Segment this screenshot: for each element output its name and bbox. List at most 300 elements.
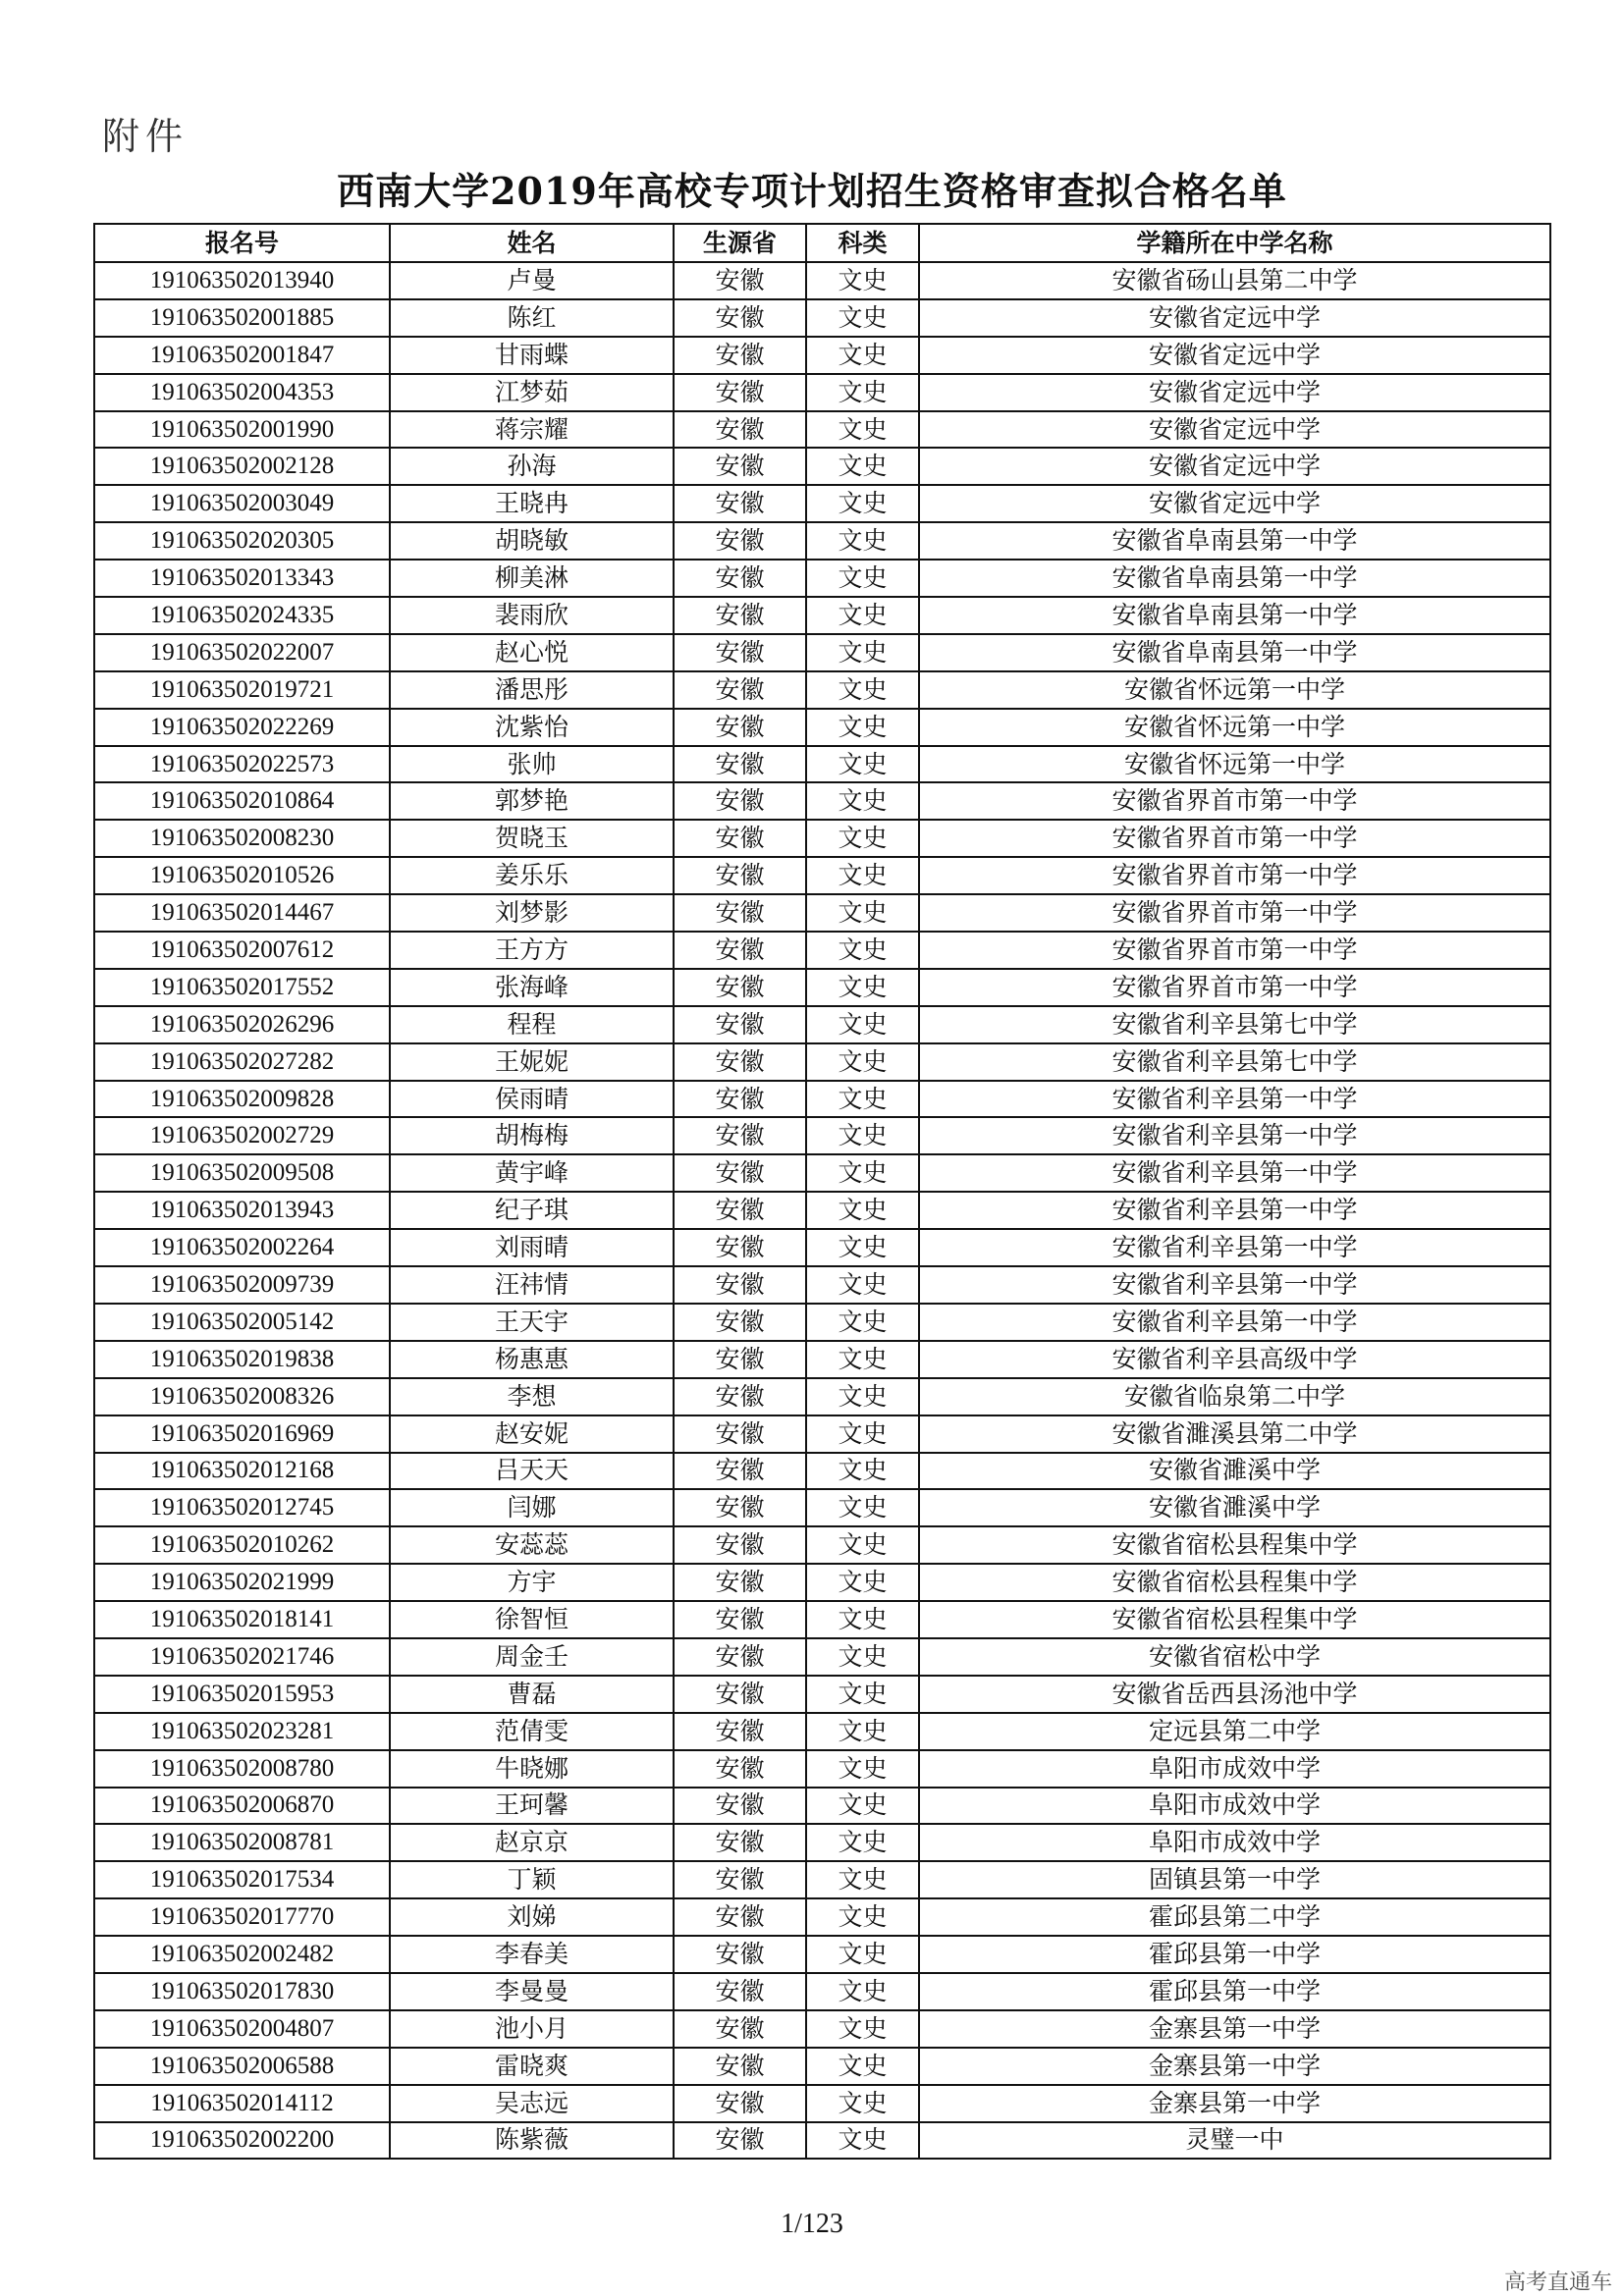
table-row xyxy=(94,1676,1550,1713)
subject-cell: 文史 xyxy=(806,522,919,560)
subject-cell: 文史 xyxy=(806,709,919,746)
province-cell: 安徽 xyxy=(674,1304,806,1341)
name-cell: 陈红 xyxy=(390,299,674,337)
table-row xyxy=(94,1936,1550,1973)
registration-number-cell: 191063502002264 xyxy=(94,1229,390,1266)
table-row xyxy=(94,1750,1550,1788)
registration-number-cell: 191063502009828 xyxy=(94,1081,390,1118)
name-cell: 杨惠惠 xyxy=(390,1341,674,1378)
name-cell: 张帅 xyxy=(390,746,674,783)
school-cell: 安徽省利辛县第一中学 xyxy=(919,1192,1550,1229)
school-cell: 安徽省利辛县第七中学 xyxy=(919,1043,1550,1081)
table-row xyxy=(94,560,1550,597)
subject-cell: 文史 xyxy=(806,1638,919,1676)
table-row xyxy=(94,1861,1550,1898)
subject-cell: 文史 xyxy=(806,1229,919,1266)
registration-number-cell: 191063502008781 xyxy=(94,1824,390,1861)
column-header-province: 生源省 xyxy=(674,224,806,262)
school-cell: 安徽省阜南县第一中学 xyxy=(919,634,1550,671)
province-cell: 安徽 xyxy=(674,1415,806,1453)
registration-number-cell: 191063502016969 xyxy=(94,1415,390,1453)
table-row xyxy=(94,969,1550,1006)
name-cell: 陈紫薇 xyxy=(390,2122,674,2160)
table-row xyxy=(94,1043,1550,1081)
province-cell: 安徽 xyxy=(674,522,806,560)
table-row xyxy=(94,597,1550,634)
name-cell: 郭梦艳 xyxy=(390,782,674,820)
name-cell: 李想 xyxy=(390,1378,674,1415)
subject-cell: 文史 xyxy=(806,2010,919,2048)
registration-number-cell: 191063502009508 xyxy=(94,1154,390,1192)
school-cell: 安徽省利辛县第一中学 xyxy=(919,1229,1550,1266)
school-cell: 安徽省临泉第二中学 xyxy=(919,1378,1550,1415)
school-cell: 安徽省宿松县程集中学 xyxy=(919,1526,1550,1564)
registration-number-cell: 191063502002128 xyxy=(94,448,390,485)
province-cell: 安徽 xyxy=(674,1154,806,1192)
table-row xyxy=(94,2048,1550,2085)
registration-number-cell: 191063502009739 xyxy=(94,1266,390,1304)
subject-cell: 文史 xyxy=(806,262,919,299)
registration-number-cell: 191063502006588 xyxy=(94,2048,390,2085)
subject-cell: 文史 xyxy=(806,2085,919,2122)
school-cell: 安徽省怀远第一中学 xyxy=(919,709,1550,746)
registration-number-cell: 191063502019838 xyxy=(94,1341,390,1378)
registration-number-cell: 191063502003049 xyxy=(94,485,390,522)
registration-number-cell: 191063502014112 xyxy=(94,2085,390,2122)
subject-cell: 文史 xyxy=(806,1526,919,1564)
province-cell: 安徽 xyxy=(674,1453,806,1490)
table-row xyxy=(94,671,1550,709)
subject-cell: 文史 xyxy=(806,1601,919,1638)
registration-number-cell: 191063502013343 xyxy=(94,560,390,597)
province-cell: 安徽 xyxy=(674,1229,806,1266)
name-cell: 王晓冉 xyxy=(390,485,674,522)
subject-cell: 文史 xyxy=(806,299,919,337)
province-cell: 安徽 xyxy=(674,337,806,374)
subject-cell: 文史 xyxy=(806,1750,919,1788)
column-header-name: 姓名 xyxy=(390,224,674,262)
province-cell: 安徽 xyxy=(674,1788,806,1825)
document-title: 西南大学2019年高校专项计划招生资格审查拟合格名单 xyxy=(337,169,1287,213)
province-cell: 安徽 xyxy=(674,411,806,449)
province-cell: 安徽 xyxy=(674,1117,806,1154)
subject-cell: 文史 xyxy=(806,1304,919,1341)
table-row xyxy=(94,299,1550,337)
school-cell: 安徽省定远中学 xyxy=(919,411,1550,449)
school-cell: 安徽省利辛县第一中学 xyxy=(919,1154,1550,1192)
registration-number-cell: 191063502020305 xyxy=(94,522,390,560)
registration-number-cell: 191063502001990 xyxy=(94,411,390,449)
registration-number-cell: 191063502002729 xyxy=(94,1117,390,1154)
school-cell: 安徽省宿松中学 xyxy=(919,1638,1550,1676)
table-row xyxy=(94,2122,1550,2160)
table-row xyxy=(94,1489,1550,1526)
school-cell: 安徽省利辛县第一中学 xyxy=(919,1266,1550,1304)
registration-number-cell: 191063502004353 xyxy=(94,374,390,411)
province-cell: 安徽 xyxy=(674,1713,806,1750)
table-row xyxy=(94,1713,1550,1750)
province-cell: 安徽 xyxy=(674,709,806,746)
school-cell: 安徽省利辛县第一中学 xyxy=(919,1304,1550,1341)
table-row xyxy=(94,1564,1550,1601)
province-cell: 安徽 xyxy=(674,597,806,634)
province-cell: 安徽 xyxy=(674,1750,806,1788)
table-row xyxy=(94,1304,1550,1341)
subject-cell: 文史 xyxy=(806,634,919,671)
subject-cell: 文史 xyxy=(806,746,919,783)
name-cell: 吕天天 xyxy=(390,1453,674,1490)
name-cell: 汪祎情 xyxy=(390,1266,674,1304)
name-cell: 裴雨欣 xyxy=(390,597,674,634)
school-cell: 安徽省定远中学 xyxy=(919,485,1550,522)
subject-cell: 文史 xyxy=(806,1973,919,2010)
registration-number-cell: 191063502024335 xyxy=(94,597,390,634)
watermark: 高考直通车 xyxy=(1503,2270,1612,2295)
name-cell: 方宇 xyxy=(390,1564,674,1601)
table-row xyxy=(94,1266,1550,1304)
name-cell: 赵心悦 xyxy=(390,634,674,671)
table-row xyxy=(94,1788,1550,1825)
province-cell: 安徽 xyxy=(674,560,806,597)
school-cell: 定远县第二中学 xyxy=(919,1713,1550,1750)
province-cell: 安徽 xyxy=(674,1266,806,1304)
registration-number-cell: 191063502017552 xyxy=(94,969,390,1006)
province-cell: 安徽 xyxy=(674,448,806,485)
province-cell: 安徽 xyxy=(674,1638,806,1676)
province-cell: 安徽 xyxy=(674,1676,806,1713)
table-row xyxy=(94,1415,1550,1453)
province-cell: 安徽 xyxy=(674,2010,806,2048)
registration-number-cell: 191063502006870 xyxy=(94,1788,390,1825)
subject-cell: 文史 xyxy=(806,1117,919,1154)
table-row xyxy=(94,1006,1550,1043)
subject-cell: 文史 xyxy=(806,1676,919,1713)
school-cell: 安徽省濉溪县第二中学 xyxy=(919,1415,1550,1453)
table-row xyxy=(94,1526,1550,1564)
name-cell: 徐智恒 xyxy=(390,1601,674,1638)
attachment-label: 附件 xyxy=(102,115,189,158)
table-row xyxy=(94,262,1550,299)
table-row xyxy=(94,1453,1550,1490)
school-cell: 灵璧一中 xyxy=(919,2122,1550,2160)
table-header-row xyxy=(94,224,1550,262)
name-cell: 王妮妮 xyxy=(390,1043,674,1081)
name-cell: 蒋宗耀 xyxy=(390,411,674,449)
school-cell: 霍邱县第二中学 xyxy=(919,1898,1550,1936)
province-cell: 安徽 xyxy=(674,634,806,671)
school-cell: 金寨县第一中学 xyxy=(919,2010,1550,2048)
registration-number-cell: 191063502013943 xyxy=(94,1192,390,1229)
registration-number-cell: 191063502001847 xyxy=(94,337,390,374)
province-cell: 安徽 xyxy=(674,374,806,411)
registration-number-cell: 191063502005142 xyxy=(94,1304,390,1341)
registration-number-cell: 191063502001885 xyxy=(94,299,390,337)
school-cell: 安徽省岳西县汤池中学 xyxy=(919,1676,1550,1713)
subject-cell: 文史 xyxy=(806,820,919,857)
subject-cell: 文史 xyxy=(806,1043,919,1081)
registration-number-cell: 191063502021746 xyxy=(94,1638,390,1676)
table-row xyxy=(94,820,1550,857)
name-cell: 李春美 xyxy=(390,1936,674,1973)
school-cell: 安徽省利辛县第七中学 xyxy=(919,1006,1550,1043)
name-cell: 纪子琪 xyxy=(390,1192,674,1229)
province-cell: 安徽 xyxy=(674,1081,806,1118)
subject-cell: 文史 xyxy=(806,671,919,709)
registration-number-cell: 191063502012168 xyxy=(94,1453,390,1490)
column-header-registration-number: 报名号 xyxy=(94,224,390,262)
school-cell: 安徽省利辛县高级中学 xyxy=(919,1341,1550,1378)
school-cell: 安徽省界首市第一中学 xyxy=(919,969,1550,1006)
school-cell: 安徽省利辛县第一中学 xyxy=(919,1117,1550,1154)
school-cell: 金寨县第一中学 xyxy=(919,2085,1550,2122)
table-row xyxy=(94,374,1550,411)
registration-number-cell: 191063502022573 xyxy=(94,746,390,783)
subject-cell: 文史 xyxy=(806,1564,919,1601)
registration-number-cell: 191063502019721 xyxy=(94,671,390,709)
name-cell: 张海峰 xyxy=(390,969,674,1006)
table-row xyxy=(94,1081,1550,1118)
name-cell: 甘雨蝶 xyxy=(390,337,674,374)
table-row xyxy=(94,1341,1550,1378)
subject-cell: 文史 xyxy=(806,597,919,634)
province-cell: 安徽 xyxy=(674,2085,806,2122)
table-row xyxy=(94,1601,1550,1638)
table-row xyxy=(94,782,1550,820)
subject-cell: 文史 xyxy=(806,1081,919,1118)
registration-number-cell: 191063502022007 xyxy=(94,634,390,671)
school-cell: 安徽省定远中学 xyxy=(919,374,1550,411)
province-cell: 安徽 xyxy=(674,1489,806,1526)
name-cell: 潘思彤 xyxy=(390,671,674,709)
subject-cell: 文史 xyxy=(806,2122,919,2160)
registration-number-cell: 191063502008230 xyxy=(94,820,390,857)
registration-number-cell: 191063502002200 xyxy=(94,2122,390,2160)
table-row xyxy=(94,746,1550,783)
registration-number-cell: 191063502008326 xyxy=(94,1378,390,1415)
name-cell: 闫娜 xyxy=(390,1489,674,1526)
name-cell: 王方方 xyxy=(390,932,674,969)
school-cell: 安徽省定远中学 xyxy=(919,299,1550,337)
name-cell: 胡晓敏 xyxy=(390,522,674,560)
name-cell: 柳美淋 xyxy=(390,560,674,597)
name-cell: 沈紫怡 xyxy=(390,709,674,746)
registration-number-cell: 191063502017534 xyxy=(94,1861,390,1898)
school-cell: 霍邱县第一中学 xyxy=(919,1936,1550,1973)
subject-cell: 文史 xyxy=(806,448,919,485)
province-cell: 安徽 xyxy=(674,262,806,299)
province-cell: 安徽 xyxy=(674,1898,806,1936)
school-cell: 霍邱县第一中学 xyxy=(919,1973,1550,2010)
province-cell: 安徽 xyxy=(674,485,806,522)
registration-number-cell: 191063502027282 xyxy=(94,1043,390,1081)
name-cell: 刘雨晴 xyxy=(390,1229,674,1266)
name-cell: 江梦茹 xyxy=(390,374,674,411)
registration-number-cell: 191063502002482 xyxy=(94,1936,390,1973)
subject-cell: 文史 xyxy=(806,337,919,374)
table-row xyxy=(94,1117,1550,1154)
name-cell: 丁颖 xyxy=(390,1861,674,1898)
school-cell: 安徽省阜南县第一中学 xyxy=(919,597,1550,634)
school-cell: 安徽省濉溪中学 xyxy=(919,1489,1550,1526)
name-cell: 赵安妮 xyxy=(390,1415,674,1453)
table-row xyxy=(94,1898,1550,1936)
name-cell: 卢曼 xyxy=(390,262,674,299)
province-cell: 安徽 xyxy=(674,2048,806,2085)
name-cell: 雷晓爽 xyxy=(390,2048,674,2085)
name-cell: 刘梦影 xyxy=(390,894,674,932)
subject-cell: 文史 xyxy=(806,1453,919,1490)
table-row xyxy=(94,709,1550,746)
province-cell: 安徽 xyxy=(674,969,806,1006)
name-cell: 吴志远 xyxy=(390,2085,674,2122)
table-row xyxy=(94,1192,1550,1229)
province-cell: 安徽 xyxy=(674,857,806,894)
registration-number-cell: 191063502015953 xyxy=(94,1676,390,1713)
table-row xyxy=(94,634,1550,671)
school-cell: 安徽省怀远第一中学 xyxy=(919,671,1550,709)
name-cell: 池小月 xyxy=(390,2010,674,2048)
subject-cell: 文史 xyxy=(806,1415,919,1453)
subject-cell: 文史 xyxy=(806,1006,919,1043)
province-cell: 安徽 xyxy=(674,2122,806,2160)
subject-cell: 文史 xyxy=(806,1192,919,1229)
registration-number-cell: 191063502004807 xyxy=(94,2010,390,2048)
school-cell: 安徽省宿松县程集中学 xyxy=(919,1564,1550,1601)
name-cell: 赵京京 xyxy=(390,1824,674,1861)
name-cell: 安蕊蕊 xyxy=(390,1526,674,1564)
subject-cell: 文史 xyxy=(806,374,919,411)
school-cell: 安徽省定远中学 xyxy=(919,448,1550,485)
school-cell: 安徽省界首市第一中学 xyxy=(919,782,1550,820)
table-row xyxy=(94,448,1550,485)
province-cell: 安徽 xyxy=(674,1824,806,1861)
subject-cell: 文史 xyxy=(806,1861,919,1898)
province-cell: 安徽 xyxy=(674,671,806,709)
province-cell: 安徽 xyxy=(674,1973,806,2010)
subject-cell: 文史 xyxy=(806,1489,919,1526)
school-cell: 安徽省怀远第一中学 xyxy=(919,746,1550,783)
school-cell: 安徽省界首市第一中学 xyxy=(919,820,1550,857)
province-cell: 安徽 xyxy=(674,299,806,337)
subject-cell: 文史 xyxy=(806,1898,919,1936)
name-cell: 范倩雯 xyxy=(390,1713,674,1750)
registration-number-cell: 191063502026296 xyxy=(94,1006,390,1043)
table-row xyxy=(94,411,1550,449)
registration-number-cell: 191063502017830 xyxy=(94,1973,390,2010)
province-cell: 安徽 xyxy=(674,1043,806,1081)
subject-cell: 文史 xyxy=(806,969,919,1006)
applicant-table xyxy=(93,223,1551,2160)
name-cell: 曹磊 xyxy=(390,1676,674,1713)
name-cell: 刘娣 xyxy=(390,1898,674,1936)
subject-cell: 文史 xyxy=(806,932,919,969)
registration-number-cell: 191063502017770 xyxy=(94,1898,390,1936)
column-header-subject: 科类 xyxy=(806,224,919,262)
table-row xyxy=(94,2010,1550,2048)
province-cell: 安徽 xyxy=(674,1192,806,1229)
province-cell: 安徽 xyxy=(674,1341,806,1378)
table-row xyxy=(94,894,1550,932)
registration-number-cell: 191063502013940 xyxy=(94,262,390,299)
name-cell: 牛晓娜 xyxy=(390,1750,674,1788)
table-row xyxy=(94,857,1550,894)
school-cell: 安徽省阜南县第一中学 xyxy=(919,560,1550,597)
name-cell: 王天宇 xyxy=(390,1304,674,1341)
name-cell: 周金壬 xyxy=(390,1638,674,1676)
school-cell: 安徽省砀山县第二中学 xyxy=(919,262,1550,299)
subject-cell: 文史 xyxy=(806,1824,919,1861)
subject-cell: 文史 xyxy=(806,1341,919,1378)
subject-cell: 文史 xyxy=(806,1936,919,1973)
province-cell: 安徽 xyxy=(674,1006,806,1043)
school-cell: 安徽省界首市第一中学 xyxy=(919,932,1550,969)
province-cell: 安徽 xyxy=(674,932,806,969)
table-row xyxy=(94,932,1550,969)
table-row xyxy=(94,1229,1550,1266)
province-cell: 安徽 xyxy=(674,1526,806,1564)
registration-number-cell: 191063502021999 xyxy=(94,1564,390,1601)
subject-cell: 文史 xyxy=(806,411,919,449)
name-cell: 李曼曼 xyxy=(390,1973,674,2010)
name-cell: 胡梅梅 xyxy=(390,1117,674,1154)
subject-cell: 文史 xyxy=(806,560,919,597)
school-cell: 阜阳市成效中学 xyxy=(919,1824,1550,1861)
province-cell: 安徽 xyxy=(674,1861,806,1898)
school-cell: 金寨县第一中学 xyxy=(919,2048,1550,2085)
subject-cell: 文史 xyxy=(806,1378,919,1415)
table-row xyxy=(94,1378,1550,1415)
table-row xyxy=(94,1973,1550,2010)
column-header-school: 学籍所在中学名称 xyxy=(919,224,1550,262)
table-row xyxy=(94,1154,1550,1192)
registration-number-cell: 191063502008780 xyxy=(94,1750,390,1788)
province-cell: 安徽 xyxy=(674,782,806,820)
school-cell: 安徽省阜南县第一中学 xyxy=(919,522,1550,560)
subject-cell: 文史 xyxy=(806,1713,919,1750)
subject-cell: 文史 xyxy=(806,857,919,894)
table-row xyxy=(94,522,1550,560)
registration-number-cell: 191063502014467 xyxy=(94,894,390,932)
registration-number-cell: 191063502023281 xyxy=(94,1713,390,1750)
subject-cell: 文史 xyxy=(806,1788,919,1825)
school-cell: 固镇县第一中学 xyxy=(919,1861,1550,1898)
registration-number-cell: 191063502018141 xyxy=(94,1601,390,1638)
subject-cell: 文史 xyxy=(806,782,919,820)
province-cell: 安徽 xyxy=(674,746,806,783)
name-cell: 孙海 xyxy=(390,448,674,485)
school-cell: 安徽省定远中学 xyxy=(919,337,1550,374)
table-row xyxy=(94,1638,1550,1676)
name-cell: 贺晓玉 xyxy=(390,820,674,857)
province-cell: 安徽 xyxy=(674,1564,806,1601)
table-row xyxy=(94,485,1550,522)
province-cell: 安徽 xyxy=(674,894,806,932)
province-cell: 安徽 xyxy=(674,1601,806,1638)
name-cell: 王珂馨 xyxy=(390,1788,674,1825)
school-cell: 阜阳市成效中学 xyxy=(919,1788,1550,1825)
registration-number-cell: 191063502010526 xyxy=(94,857,390,894)
school-cell: 安徽省利辛县第一中学 xyxy=(919,1081,1550,1118)
name-cell: 黄宇峰 xyxy=(390,1154,674,1192)
registration-number-cell: 191063502010864 xyxy=(94,782,390,820)
name-cell: 程程 xyxy=(390,1006,674,1043)
subject-cell: 文史 xyxy=(806,1266,919,1304)
page-number: 1/123 xyxy=(781,2209,843,2239)
province-cell: 安徽 xyxy=(674,1936,806,1973)
province-cell: 安徽 xyxy=(674,1378,806,1415)
subject-cell: 文史 xyxy=(806,1154,919,1192)
table-body xyxy=(94,262,1550,2159)
